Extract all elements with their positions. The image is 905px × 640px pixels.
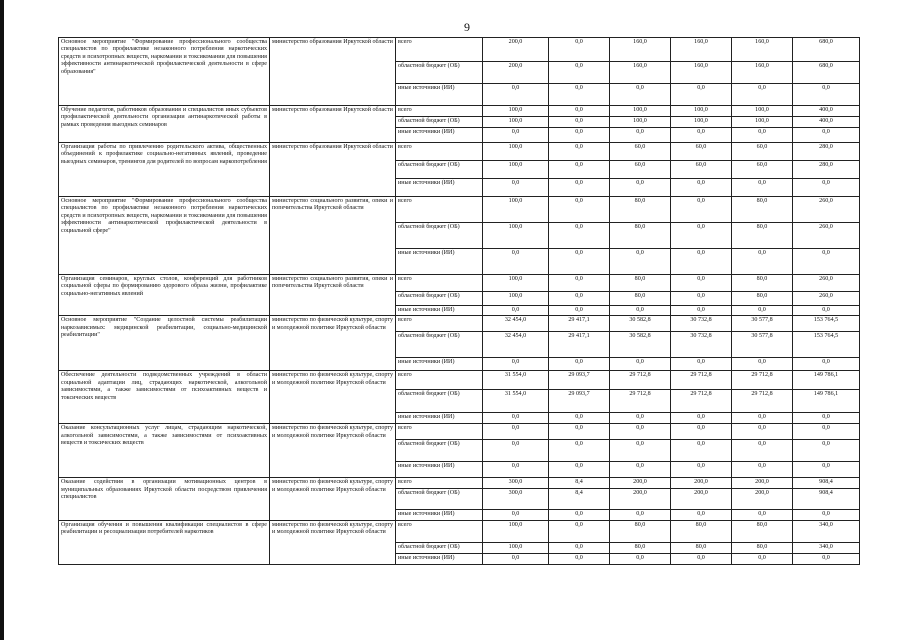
funding-source-cell: иные источники (ИИ): [396, 358, 483, 371]
year-value-cell: 100,0: [483, 117, 549, 128]
year-value-cell: 100,0: [671, 106, 732, 117]
year-value-cell: 0,0: [483, 358, 549, 371]
year-value-cell: 0,0: [549, 358, 610, 371]
year-value-cell: 0,0: [549, 275, 610, 292]
total-value-cell: 908,4: [793, 478, 860, 488]
year-value-cell: 100,0: [483, 520, 549, 542]
total-value-cell: 0,0: [793, 553, 860, 564]
funding-source-cell: областной бюджет (ОБ): [396, 223, 483, 249]
year-value-cell: 100,0: [483, 292, 549, 306]
funding-source-cell: иные источники (ИИ): [396, 306, 483, 316]
year-value-cell: 0,0: [549, 161, 610, 179]
year-value-cell: 0,0: [732, 358, 793, 371]
total-value-cell: 340,0: [793, 520, 860, 542]
funding-source-cell: иные источники (ИИ): [396, 553, 483, 564]
year-value-cell: 29 712,8: [732, 390, 793, 413]
total-value-cell: 0,0: [793, 424, 860, 440]
year-value-cell: 200,0: [671, 488, 732, 509]
year-value-cell: 29 712,8: [671, 390, 732, 413]
table-row: [59, 424, 860, 440]
activity-name-cell: Организация работы по привлечению родительского актива, общественных объединений к профилактике социально-негативных явлений, проведение выездных семинаров, тренингов для родителей по вопросам наркопотребления: [59, 143, 270, 197]
table-row: [59, 371, 860, 390]
year-value-cell: 0,0: [610, 509, 671, 520]
year-value-cell: 0,0: [671, 197, 732, 223]
year-value-cell: 0,0: [549, 143, 610, 161]
year-value-cell: 0,0: [549, 249, 610, 275]
funding-source-cell: иные источники (ИИ): [396, 462, 483, 478]
funding-table-body: [59, 38, 860, 565]
year-value-cell: 80,0: [610, 275, 671, 292]
year-value-cell: 0,0: [549, 62, 610, 84]
funding-source-cell: областной бюджет (ОБ): [396, 62, 483, 84]
total-value-cell: 0,0: [793, 413, 860, 424]
year-value-cell: 30 732,8: [671, 332, 732, 358]
total-value-cell: 153 764,5: [793, 332, 860, 358]
year-value-cell: 29 417,1: [549, 332, 610, 358]
year-value-cell: 0,0: [549, 440, 610, 462]
year-value-cell: 0,0: [549, 117, 610, 128]
year-value-cell: 31 554,0: [483, 371, 549, 390]
year-value-cell: 0,0: [671, 306, 732, 316]
year-value-cell: 0,0: [610, 306, 671, 316]
total-value-cell: 908,4: [793, 488, 860, 509]
year-value-cell: 0,0: [549, 128, 610, 143]
year-value-cell: 29 712,8: [610, 371, 671, 390]
executor-cell: министерство по физической культуре, спорту и молодежной политике Иркутской области: [270, 478, 396, 520]
year-value-cell: 0,0: [610, 553, 671, 564]
year-value-cell: 80,0: [732, 542, 793, 553]
year-value-cell: 300,0: [483, 478, 549, 488]
year-value-cell: 200,0: [732, 478, 793, 488]
year-value-cell: 200,0: [483, 62, 549, 84]
year-value-cell: 160,0: [732, 38, 793, 62]
year-value-cell: 0,0: [483, 424, 549, 440]
year-value-cell: 200,0: [671, 478, 732, 488]
year-value-cell: 30 582,8: [610, 332, 671, 358]
funding-source-cell: иные источники (ИИ): [396, 509, 483, 520]
year-value-cell: 0,0: [549, 553, 610, 564]
year-value-cell: 60,0: [732, 161, 793, 179]
total-value-cell: 149 786,1: [793, 371, 860, 390]
year-value-cell: 30 582,8: [610, 316, 671, 332]
year-value-cell: 0,0: [671, 249, 732, 275]
year-value-cell: 80,0: [610, 542, 671, 553]
table-row: [59, 316, 860, 332]
year-value-cell: 0,0: [549, 179, 610, 197]
executor-cell: министерство образования Иркутской области: [270, 143, 396, 197]
funding-source-cell: областной бюджет (ОБ): [396, 292, 483, 306]
total-value-cell: 680,0: [793, 62, 860, 84]
funding-source-cell: всего: [396, 424, 483, 440]
funding-source-cell: всего: [396, 478, 483, 488]
year-value-cell: 80,0: [732, 275, 793, 292]
executor-cell: министерство по физической культуре, спорту и молодежной политике Иркутской области: [270, 424, 396, 478]
year-value-cell: 8,4: [549, 488, 610, 509]
table-row: [59, 275, 860, 292]
total-value-cell: 400,0: [793, 117, 860, 128]
total-value-cell: 149 786,1: [793, 390, 860, 413]
funding-source-cell: иные источники (ИИ): [396, 413, 483, 424]
funding-source-cell: всего: [396, 275, 483, 292]
year-value-cell: 160,0: [671, 38, 732, 62]
year-value-cell: 29 712,8: [610, 390, 671, 413]
funding-table: [58, 37, 860, 565]
funding-source-cell: иные источники (ИИ): [396, 249, 483, 275]
year-value-cell: 0,0: [610, 249, 671, 275]
year-value-cell: 0,0: [549, 292, 610, 306]
activity-name-cell: Обучение педагогов, работников образования и специалистов иных субъектов профилактической деятельности организации антинаркотической работы в рамках проведения выездных семинаров: [59, 106, 270, 143]
year-value-cell: 0,0: [610, 413, 671, 424]
year-value-cell: 29 093,7: [549, 371, 610, 390]
year-value-cell: 29 712,8: [732, 371, 793, 390]
table-row: [59, 197, 860, 223]
total-value-cell: 680,0: [793, 38, 860, 62]
activity-name-cell: Организация обучения и повышения квалификации специалистов в сфере реабилитации и ресоциализации потребителей наркотиков: [59, 520, 270, 564]
year-value-cell: 0,0: [732, 462, 793, 478]
year-value-cell: 29 093,7: [549, 390, 610, 413]
total-value-cell: 0,0: [793, 306, 860, 316]
year-value-cell: 60,0: [671, 161, 732, 179]
year-value-cell: 160,0: [732, 62, 793, 84]
total-value-cell: 0,0: [793, 462, 860, 478]
year-value-cell: 0,0: [483, 179, 549, 197]
year-value-cell: 30 577,8: [732, 332, 793, 358]
funding-source-cell: иные источники (ИИ): [396, 128, 483, 143]
funding-source-cell: всего: [396, 371, 483, 390]
year-value-cell: 0,0: [549, 413, 610, 424]
year-value-cell: 100,0: [671, 117, 732, 128]
year-value-cell: 60,0: [610, 143, 671, 161]
year-value-cell: 0,0: [732, 179, 793, 197]
year-value-cell: 0,0: [732, 306, 793, 316]
total-value-cell: 0,0: [793, 440, 860, 462]
executor-cell: министерство по физической культуре, спорту и молодежной политике Иркутской области: [270, 520, 396, 564]
year-value-cell: 100,0: [732, 117, 793, 128]
executor-cell: министерство по физической культуре, спорту и молодежной политике Иркутской области: [270, 316, 396, 371]
year-value-cell: 0,0: [549, 84, 610, 106]
year-value-cell: 0,0: [732, 249, 793, 275]
year-value-cell: 0,0: [610, 179, 671, 197]
total-value-cell: 260,0: [793, 275, 860, 292]
year-value-cell: 100,0: [732, 106, 793, 117]
year-value-cell: 0,0: [483, 249, 549, 275]
activity-name-cell: Основное мероприятие "Формирование профессионального сообщества специалистов по профилактике незаконного потребления наркотических средств и психотропных веществ, наркомании и токсикомании для повышения эффективности антинаркотической профилактической деятельности в социальной сфере": [59, 197, 270, 275]
funding-source-cell: областной бюджет (ОБ): [396, 161, 483, 179]
funding-source-cell: областной бюджет (ОБ): [396, 440, 483, 462]
executor-cell: министерство социального развития, опеки и попечительства Иркутской области: [270, 275, 396, 316]
year-value-cell: 160,0: [671, 62, 732, 84]
year-value-cell: 80,0: [610, 520, 671, 542]
year-value-cell: 100,0: [483, 275, 549, 292]
table-row: [59, 520, 860, 542]
total-value-cell: 400,0: [793, 106, 860, 117]
year-value-cell: 0,0: [549, 462, 610, 478]
funding-source-cell: иные источники (ИИ): [396, 179, 483, 197]
year-value-cell: 0,0: [483, 462, 549, 478]
year-value-cell: 200,0: [732, 488, 793, 509]
year-value-cell: 100,0: [483, 161, 549, 179]
year-value-cell: 0,0: [610, 440, 671, 462]
total-value-cell: 0,0: [793, 84, 860, 106]
year-value-cell: 0,0: [610, 358, 671, 371]
executor-cell: министерство социального развития, опеки и попечительства Иркутской области: [270, 197, 396, 275]
year-value-cell: 0,0: [549, 197, 610, 223]
activity-name-cell: Оказание содействия в организации мотивационных центров в муниципальных образованиях Иркутской области посредством привлечения специалистов: [59, 478, 270, 520]
year-value-cell: 0,0: [671, 292, 732, 306]
year-value-cell: 0,0: [671, 440, 732, 462]
year-value-cell: 8,4: [549, 478, 610, 488]
year-value-cell: 100,0: [483, 106, 549, 117]
funding-source-cell: всего: [396, 106, 483, 117]
year-value-cell: 0,0: [610, 424, 671, 440]
year-value-cell: 32 454,0: [483, 316, 549, 332]
year-value-cell: 80,0: [610, 292, 671, 306]
year-value-cell: 0,0: [549, 223, 610, 249]
year-value-cell: 80,0: [610, 223, 671, 249]
total-value-cell: 0,0: [793, 249, 860, 275]
total-value-cell: 0,0: [793, 358, 860, 371]
activity-name-cell: Основное мероприятие "Создание целостной системы реабилитации наркозависимых: медицинской реабилитации, социально-медицинской реабилитации": [59, 316, 270, 371]
year-value-cell: 0,0: [483, 553, 549, 564]
table-row: [59, 143, 860, 161]
year-value-cell: 0,0: [671, 128, 732, 143]
activity-name-cell: Организация семинаров, круглых столов, конференций для работников социальной сферы по формированию здорового образа жизни, профилактике социально-негативных явлений: [59, 275, 270, 316]
year-value-cell: 0,0: [671, 424, 732, 440]
year-value-cell: 0,0: [732, 440, 793, 462]
year-value-cell: 200,0: [483, 38, 549, 62]
table-row: [59, 38, 860, 62]
year-value-cell: 0,0: [549, 106, 610, 117]
year-value-cell: 100,0: [483, 143, 549, 161]
funding-source-cell: всего: [396, 316, 483, 332]
year-value-cell: 31 554,0: [483, 390, 549, 413]
year-value-cell: 32 454,0: [483, 332, 549, 358]
year-value-cell: 0,0: [549, 306, 610, 316]
year-value-cell: 0,0: [671, 275, 732, 292]
total-value-cell: 153 764,5: [793, 316, 860, 332]
year-value-cell: 0,0: [671, 358, 732, 371]
year-value-cell: 60,0: [671, 143, 732, 161]
year-value-cell: 0,0: [732, 424, 793, 440]
executor-cell: министерство образования Иркутской области: [270, 106, 396, 143]
year-value-cell: 0,0: [549, 542, 610, 553]
year-value-cell: 300,0: [483, 488, 549, 509]
funding-source-cell: иные источники (ИИ): [396, 84, 483, 106]
year-value-cell: 80,0: [610, 197, 671, 223]
year-value-cell: 100,0: [483, 223, 549, 249]
scan-edge-mark: [0, 0, 4, 640]
year-value-cell: 100,0: [610, 117, 671, 128]
year-value-cell: 80,0: [671, 542, 732, 553]
funding-source-cell: всего: [396, 197, 483, 223]
year-value-cell: 0,0: [732, 413, 793, 424]
year-value-cell: 0,0: [483, 128, 549, 143]
year-value-cell: 0,0: [671, 223, 732, 249]
page-number: 9: [464, 20, 470, 34]
year-value-cell: 0,0: [483, 509, 549, 520]
year-value-cell: 0,0: [732, 553, 793, 564]
year-value-cell: 0,0: [483, 413, 549, 424]
year-value-cell: 60,0: [610, 161, 671, 179]
funding-source-cell: областной бюджет (ОБ): [396, 488, 483, 509]
funding-source-cell: областной бюджет (ОБ): [396, 542, 483, 553]
funding-source-cell: всего: [396, 520, 483, 542]
year-value-cell: 100,0: [610, 106, 671, 117]
year-value-cell: 0,0: [483, 440, 549, 462]
total-value-cell: 260,0: [793, 223, 860, 249]
year-value-cell: 200,0: [610, 488, 671, 509]
year-value-cell: 0,0: [610, 462, 671, 478]
total-value-cell: 0,0: [793, 179, 860, 197]
table-row: [59, 106, 860, 117]
year-value-cell: 200,0: [610, 478, 671, 488]
funding-source-cell: областной бюджет (ОБ): [396, 117, 483, 128]
total-value-cell: 280,0: [793, 143, 860, 161]
year-value-cell: 0,0: [549, 38, 610, 62]
year-value-cell: 0,0: [549, 520, 610, 542]
funding-source-cell: всего: [396, 38, 483, 62]
activity-name-cell: Основное мероприятие "Формирование профессионального сообщества специалистов по профилактике незаконного потребления наркотических средств и психотропных веществ, наркомании и токсикомании для повышения эффективности антинаркотической профилактической деятельности в сфере образования": [59, 38, 270, 106]
year-value-cell: 100,0: [483, 197, 549, 223]
year-value-cell: 80,0: [671, 520, 732, 542]
funding-source-cell: всего: [396, 143, 483, 161]
year-value-cell: 0,0: [671, 179, 732, 197]
funding-source-cell: областной бюджет (ОБ): [396, 390, 483, 413]
year-value-cell: 80,0: [732, 197, 793, 223]
total-value-cell: 0,0: [793, 509, 860, 520]
year-value-cell: 0,0: [671, 462, 732, 478]
year-value-cell: 100,0: [483, 542, 549, 553]
total-value-cell: 280,0: [793, 161, 860, 179]
year-value-cell: 0,0: [610, 128, 671, 143]
total-value-cell: 0,0: [793, 128, 860, 143]
total-value-cell: 260,0: [793, 197, 860, 223]
year-value-cell: 0,0: [732, 509, 793, 520]
year-value-cell: 0,0: [610, 84, 671, 106]
year-value-cell: 80,0: [732, 520, 793, 542]
activity-name-cell: Оказание консультационных услуг лицам, страдающим наркотической, алкогольной зависимостями, а также зависимостями от психоактивных веществ и токсических веществ: [59, 424, 270, 478]
activity-name-cell: Обеспечение деятельности подведомственных учреждений в области социальной адаптации лиц, страдающих наркотической, алкогольной зависимостями, а также зависимостями от психоактивных веществ и токсических веществ: [59, 371, 270, 424]
year-value-cell: 0,0: [549, 424, 610, 440]
funding-source-cell: областной бюджет (ОБ): [396, 332, 483, 358]
year-value-cell: 0,0: [671, 553, 732, 564]
year-value-cell: 30 732,8: [671, 316, 732, 332]
year-value-cell: 29 712,8: [671, 371, 732, 390]
year-value-cell: 30 577,8: [732, 316, 793, 332]
year-value-cell: 0,0: [483, 306, 549, 316]
year-value-cell: 0,0: [483, 84, 549, 106]
year-value-cell: 80,0: [732, 223, 793, 249]
year-value-cell: 29 417,1: [549, 316, 610, 332]
year-value-cell: 160,0: [610, 38, 671, 62]
year-value-cell: 60,0: [732, 143, 793, 161]
year-value-cell: 160,0: [610, 62, 671, 84]
year-value-cell: 0,0: [671, 509, 732, 520]
total-value-cell: 340,0: [793, 542, 860, 553]
year-value-cell: 0,0: [549, 509, 610, 520]
year-value-cell: 80,0: [732, 292, 793, 306]
executor-cell: министерство по физической культуре, спорту и молодежной политике Иркутской области: [270, 371, 396, 424]
executor-cell: министерство образования Иркутской области: [270, 38, 396, 106]
table-row: [59, 478, 860, 488]
total-value-cell: 260,0: [793, 292, 860, 306]
year-value-cell: 0,0: [671, 84, 732, 106]
year-value-cell: 0,0: [732, 128, 793, 143]
year-value-cell: 0,0: [732, 84, 793, 106]
year-value-cell: 0,0: [671, 413, 732, 424]
